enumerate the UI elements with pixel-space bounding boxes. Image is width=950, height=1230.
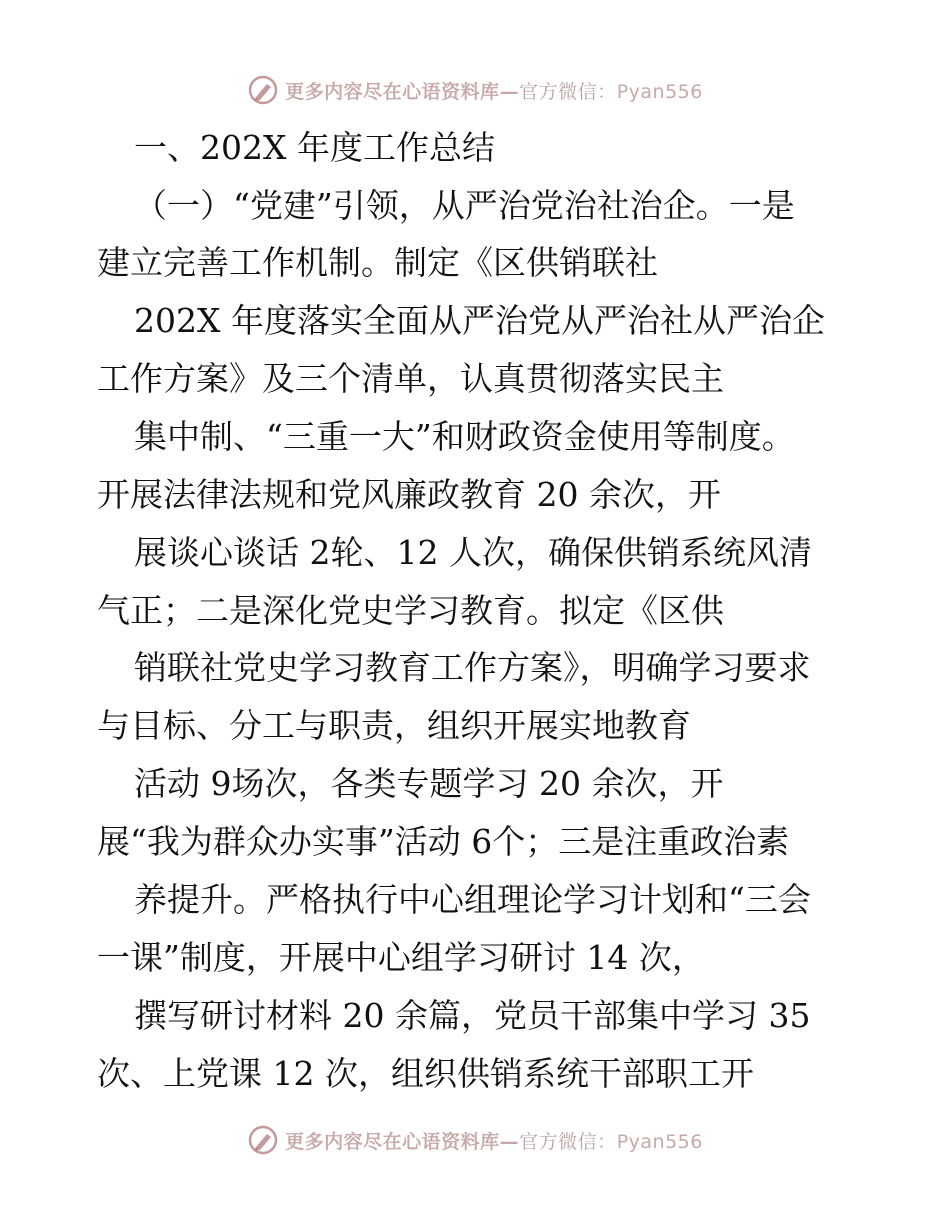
watermark-text: 更多内容尽在心语资料库—官方微信：Pyan556 bbox=[285, 80, 703, 103]
header-watermark bbox=[0, 72, 950, 108]
text-line: 养提升。严格执行中心组理论学习计划和“三会 bbox=[134, 880, 811, 919]
footer-watermark bbox=[0, 1122, 950, 1158]
text-line: 撰写研讨材料 20 余篇，党员干部集中学习 35 bbox=[134, 996, 811, 1035]
watermark-text: 更多内容尽在心语资料库—官方微信：Pyan556 bbox=[285, 1130, 703, 1153]
pen-logo-icon bbox=[247, 74, 279, 106]
section-heading: 一、202X 年度工作总结 bbox=[134, 128, 495, 167]
text-line: 气正；二是深化党史学习教育。拟定《区供 bbox=[97, 591, 724, 630]
text-line: （一）“党建”引领，从严治党治社治企。一是 bbox=[134, 186, 795, 225]
text-line: 工作方案》及三个清单，认真贯彻落实民主 bbox=[97, 359, 724, 398]
text-line: 集中制、“三重一大”和财政资金使用等制度。 bbox=[134, 417, 795, 456]
text-line: 与目标、分工与职责，组织开展实地教育 bbox=[97, 706, 691, 745]
text-line: 展谈心谈话 2轮、12 人次，确保供销系统风清 bbox=[134, 533, 812, 572]
text-line: 202X 年度落实全面从严治党从严治社从严治企 bbox=[134, 301, 825, 340]
text-line: 建立完善工作机制。制定《区供销联社 bbox=[97, 243, 658, 282]
text-line: 一课”制度，开展中心组学习研讨 14 次， bbox=[97, 938, 705, 977]
text-line: 活动 9场次，各类专题学习 20 余次，开 bbox=[134, 764, 724, 803]
text-line: 次、上党课 12 次，组织供销系统干部职工开 bbox=[97, 1054, 754, 1093]
pen-logo-icon bbox=[247, 1124, 279, 1156]
text-line: 开展法律法规和党风廉政教育 20 余次，开 bbox=[97, 475, 721, 514]
text-line: 销联社党史学习教育工作方案》，明确学习要求 bbox=[134, 648, 811, 687]
text-line: 展“我为群众办实事”活动 6个；三是注重政治素 bbox=[97, 822, 790, 861]
